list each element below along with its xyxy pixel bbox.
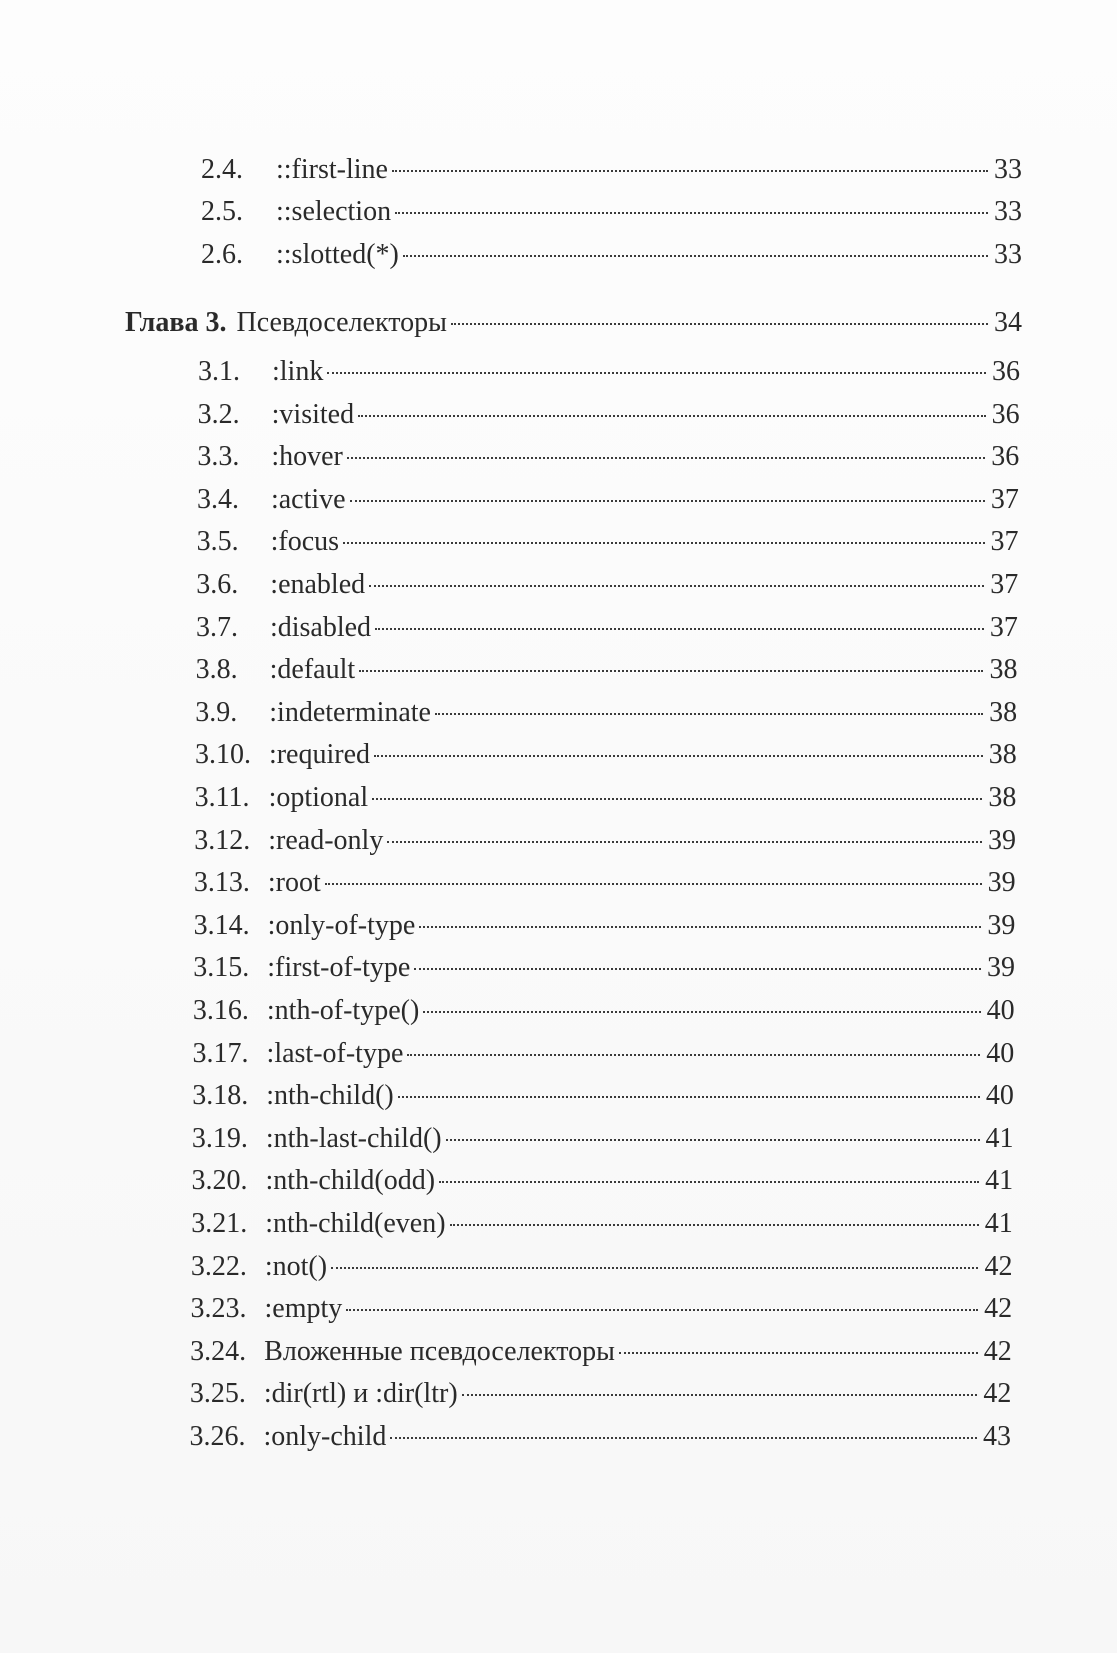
entry-title: ::slotted(*) (276, 239, 399, 270)
entry-title: :optional (268, 782, 369, 813)
dot-leader (347, 457, 985, 459)
entry-title: :enabled (270, 569, 366, 600)
toc-entry[interactable] (192, 1078, 1014, 1114)
toc-entry[interactable] (201, 152, 1022, 188)
entry-number: 3.4. (196, 483, 239, 515)
dot-leader (359, 670, 983, 672)
toc-entry[interactable] (193, 993, 1015, 1029)
entry-number: 3.25. (189, 1378, 246, 1410)
toc-entry[interactable] (190, 1376, 1012, 1412)
page-number: 38 (988, 739, 1017, 771)
page-number: 40 (985, 1080, 1014, 1112)
entry-title: Вложенные псевдоселекторы (264, 1335, 615, 1367)
page-number: 36 (992, 356, 1020, 387)
page-number: 37 (990, 526, 1019, 558)
entry-number: 3.11. (194, 782, 250, 813)
page-number: 42 (984, 1250, 1013, 1282)
entry-number: 3.14. (193, 909, 250, 941)
dot-leader (331, 1267, 978, 1269)
page-number: 39 (988, 824, 1017, 856)
toc-entry[interactable] (197, 439, 1019, 475)
dot-leader (387, 841, 982, 843)
entry-number: 3.7. (195, 611, 238, 643)
dot-leader (462, 1394, 978, 1396)
entry-title: :dir(rtl) и :dir(ltr) (263, 1378, 458, 1410)
dot-leader (375, 628, 984, 630)
toc-entry[interactable] (201, 194, 1022, 230)
entry-title: :active (270, 483, 346, 515)
entry-number: 3.26. (189, 1421, 246, 1452)
page-number: 38 (988, 782, 1017, 813)
dot-leader (369, 585, 984, 587)
toc-entry[interactable] (196, 567, 1018, 603)
entry-title: :nth-child() (266, 1080, 394, 1112)
dot-leader (619, 1352, 978, 1354)
entry-title: :not() (264, 1250, 328, 1282)
dot-leader (327, 372, 986, 374)
entry-title: :root (267, 867, 321, 899)
page-number: 41 (984, 1208, 1013, 1239)
entry-number: 2.6. (201, 239, 243, 270)
entry-number: 3.2. (197, 398, 240, 430)
chapter-label: Глава 3. (125, 307, 227, 338)
entry-title: :required (268, 739, 370, 771)
entry-title: :focus (270, 526, 340, 558)
dot-leader (439, 1181, 979, 1183)
entry-title: :link (272, 356, 324, 387)
dot-leader (374, 755, 983, 757)
entry-title: :only-child (263, 1421, 387, 1452)
toc-chapter-heading[interactable] (125, 305, 1022, 341)
dot-leader (446, 1139, 980, 1141)
dot-leader (419, 926, 981, 928)
toc-entry[interactable] (197, 482, 1019, 518)
toc-entry[interactable] (190, 1334, 1012, 1370)
entry-title: :nth-child(odd) (265, 1165, 436, 1197)
entry-title: :disabled (269, 611, 372, 643)
entry-number: 3.18. (192, 1080, 249, 1112)
entry-title: :nth-child(even) (265, 1208, 446, 1239)
toc-entry[interactable] (193, 1036, 1015, 1072)
entry-number: 3.21. (191, 1208, 248, 1239)
page-number: 38 (989, 654, 1018, 686)
toc-entry[interactable] (195, 737, 1017, 773)
page-number: 37 (989, 611, 1018, 643)
entry-number: 3.12. (194, 824, 251, 856)
toc-entry[interactable] (195, 695, 1017, 731)
toc-entry[interactable] (190, 1419, 1012, 1455)
entry-number: 3.8. (195, 654, 238, 686)
page-number: 43 (983, 1421, 1011, 1452)
entry-title: :only-of-type (267, 909, 416, 941)
page-number: 33 (994, 196, 1022, 227)
toc-entry[interactable] (194, 823, 1016, 859)
dot-leader (350, 500, 985, 502)
entry-title: ::selection (276, 196, 392, 227)
dot-leader (423, 1011, 980, 1013)
dot-leader (372, 798, 982, 800)
entry-title: :default (269, 654, 356, 686)
dot-leader (392, 170, 988, 172)
dot-leader (403, 255, 988, 257)
toc-entry[interactable] (194, 908, 1016, 944)
entry-title: :indeterminate (269, 696, 431, 728)
entry-number: 3.20. (191, 1165, 248, 1197)
dot-leader (358, 415, 986, 417)
dot-leader (343, 542, 984, 544)
page-number: 37 (990, 483, 1019, 515)
toc-entry[interactable] (192, 1163, 1014, 1199)
page-number: 34 (994, 307, 1022, 338)
entry-number: 3.22. (190, 1250, 247, 1282)
entry-title: ::first-line (276, 154, 388, 185)
dot-leader (414, 968, 981, 970)
dot-leader (395, 212, 988, 214)
entry-number: 3.9. (195, 696, 238, 728)
entry-title: :read-only (268, 824, 384, 856)
toc-entry[interactable] (191, 1291, 1013, 1327)
entry-number: 3.13. (193, 867, 250, 899)
entry-number: 3.1. (198, 356, 240, 387)
entry-title: :last-of-type (266, 1037, 404, 1069)
page-number: 41 (985, 1165, 1014, 1197)
dot-leader (435, 713, 983, 715)
entry-title: :empty (264, 1293, 343, 1325)
entry-number: 3.16. (192, 995, 249, 1026)
dot-leader (390, 1437, 977, 1439)
dot-leader (451, 323, 988, 325)
page-number: 39 (987, 867, 1016, 899)
page-number: 42 (984, 1293, 1013, 1325)
entry-number: 3.24. (190, 1335, 247, 1367)
chapter-title: Псевдоселекторы (236, 307, 447, 338)
entry-number: 2.5. (201, 196, 243, 227)
toc-entry[interactable] (195, 780, 1017, 816)
entry-title: :nth-last-child() (265, 1122, 442, 1154)
toc-entry[interactable] (191, 1206, 1013, 1242)
toc-entry[interactable] (197, 524, 1019, 560)
page-number: 36 (991, 398, 1020, 430)
entry-number: 3.17. (192, 1037, 249, 1069)
page-number: 41 (985, 1122, 1014, 1154)
entry-title: :first-of-type (267, 952, 411, 984)
dot-leader (346, 1309, 978, 1311)
entry-title: :visited (271, 398, 355, 430)
toc-entry[interactable] (198, 397, 1020, 433)
page-number: 33 (994, 239, 1022, 270)
toc-entry[interactable] (196, 652, 1018, 688)
entry-number: 2.4. (201, 154, 243, 185)
entry-number: 3.23. (190, 1293, 247, 1325)
entry-number: 3.6. (196, 569, 239, 600)
entry-number: 3.19. (191, 1122, 248, 1154)
toc-entry[interactable] (194, 865, 1016, 901)
page-number: 40 (986, 1037, 1015, 1069)
toc-entry[interactable] (201, 237, 1022, 273)
page-number: 42 (983, 1378, 1012, 1410)
page-number: 39 (986, 952, 1015, 984)
page-number: 40 (986, 995, 1015, 1026)
entry-number: 3.5. (196, 526, 239, 558)
entry-number: 3.3. (197, 441, 240, 473)
page-number: 37 (990, 569, 1019, 600)
toc-entry[interactable] (191, 1249, 1013, 1285)
dot-leader (450, 1224, 979, 1226)
entry-title: :hover (271, 441, 343, 473)
page-number: 38 (989, 696, 1018, 728)
toc-entry[interactable] (192, 1121, 1014, 1157)
dot-leader (407, 1054, 980, 1056)
page-number: 39 (987, 909, 1016, 941)
dot-leader (398, 1096, 980, 1098)
page-number: 42 (983, 1335, 1012, 1367)
toc-entry[interactable] (198, 354, 1020, 390)
entry-number: 3.10. (194, 739, 251, 771)
toc-entry[interactable] (193, 950, 1015, 986)
page-number: 36 (991, 441, 1020, 473)
page-number: 33 (994, 154, 1022, 185)
entry-title: :nth-of-type() (266, 995, 420, 1026)
dot-leader (325, 883, 982, 885)
toc-entry[interactable] (196, 610, 1018, 646)
entry-number: 3.15. (193, 952, 250, 984)
